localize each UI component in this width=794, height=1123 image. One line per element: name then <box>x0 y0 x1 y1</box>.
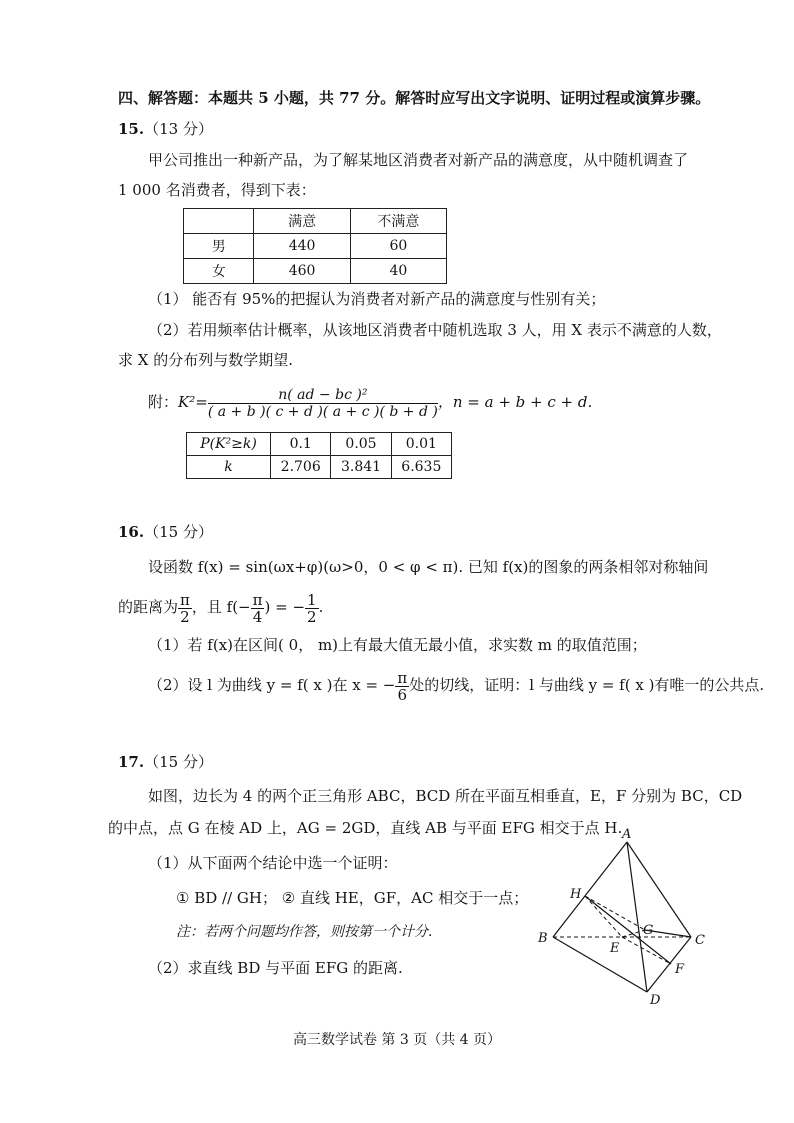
q17-note: 注：若两个问题均作答，则按第一个计分. <box>176 924 433 940</box>
frac-num: 1 <box>307 590 317 609</box>
line-hf <box>585 896 671 964</box>
k2-symbol: K²= <box>178 393 208 411</box>
line-ef <box>622 937 671 964</box>
q17-line2: 的中点，点 G 在棱 AD 上，AG = 2GD，直线 AB 与平面 EFG 相交于点 H. <box>108 819 623 837</box>
q16-line2-text: ) = − <box>264 598 306 616</box>
table-cell: 460 <box>254 259 350 284</box>
frac-den: 4 <box>252 607 263 626</box>
q16-line2-text: . <box>318 598 324 616</box>
k2-fraction <box>208 387 438 420</box>
fraction-pi-over-4 <box>251 592 265 625</box>
label-f: F <box>675 962 685 977</box>
q15-part2-line1: （2）若用频率估计概率，从该地区消费者中随机选取 3 人，用 X 表示不满意的人数， <box>148 321 722 339</box>
label-a: A <box>622 827 632 842</box>
q17-tetrahedron-figure <box>530 822 720 1012</box>
frac-den: 2 <box>307 607 317 626</box>
q16-line1: 设函数 f(x) = sin(ωx+φ)(ω>0，0 < φ < π). 已知 f(x)的图象的两条相邻对称轴间 <box>148 558 709 576</box>
q15-intro-line1: 甲公司推出一种新产品，为了解某地区消费者对新产品的满意度，从中随机调查了 <box>148 151 689 169</box>
edge-ac <box>627 842 691 937</box>
q17-header <box>118 752 213 772</box>
table-cell: 0.1 <box>271 433 331 456</box>
q16-points: （15 分） <box>144 523 213 541</box>
q16-part2-text: （2）设 l 为曲线 y = f( x )在 x = − <box>148 676 396 694</box>
q15-part1: （1） 能否有 95%的把握认为消费者对新产品的满意度与性别有关； <box>148 290 606 308</box>
q15-survey-table <box>183 208 447 284</box>
frac-num: π <box>180 590 190 609</box>
table-cell: 2.706 <box>271 456 331 479</box>
q17-part2: （2）求直线 BD 与平面 EFG 的距离. <box>148 959 403 977</box>
label-c: C <box>695 933 705 948</box>
q16-part2-text: 处的切线，证明：l 与曲线 y = f( x )有唯一的公共点. <box>409 676 765 694</box>
edge-bd <box>553 937 647 992</box>
frac-den: 6 <box>397 685 408 704</box>
appendix-label: 附： <box>148 393 179 411</box>
q15-appendix-formula <box>148 384 592 420</box>
q17-part1: （1）从下面两个结论中选一个证明： <box>148 854 398 872</box>
table-cell: 6.635 <box>391 456 451 479</box>
q15-header <box>118 119 213 139</box>
q15-points: （13 分） <box>144 120 213 138</box>
q17-points: （15 分） <box>144 753 213 771</box>
q16-line2-text: 的距离为 <box>118 598 179 616</box>
q16-number: 16. <box>118 523 145 541</box>
label-g: G <box>643 923 654 938</box>
q17-number: 17. <box>118 753 145 771</box>
table-cell: 女 <box>184 259 254 284</box>
table-header-cell: 满意 <box>254 209 350 234</box>
table-cell: 40 <box>350 259 446 284</box>
fraction-one-half <box>305 592 319 625</box>
q15-part2-line2: 求 X 的分布列与数学期望. <box>118 351 293 369</box>
table-cell: 440 <box>254 234 350 259</box>
label-e: E <box>610 941 620 956</box>
q16-part1: （1）若 f(x)在区间( 0， m)上有最大值无最小值，求实数 m 的取值范围； <box>148 636 647 654</box>
table-cell: 0.05 <box>331 433 391 456</box>
edge-ab <box>553 842 627 937</box>
table-header-cell: 不满意 <box>350 209 446 234</box>
section-heading: 四、解答题：本题共 5 小题，共 77 分。解答时应写出文字说明、证明过程或演算步骤。 <box>118 89 711 107</box>
edge-cd <box>647 937 691 992</box>
q17-options: ① BD // GH； ② 直线 HE，GF，AC 相交于一点； <box>176 889 529 907</box>
q15-number: 15. <box>118 120 145 138</box>
table-cell: 0.01 <box>391 433 451 456</box>
line-eg <box>622 930 645 937</box>
q16-part2 <box>148 668 764 703</box>
edge-ad <box>627 842 647 992</box>
k2-numerator: n( ad − bc )² <box>208 387 438 404</box>
table-cell: 3.841 <box>331 456 391 479</box>
table-cell: k <box>187 456 271 479</box>
k2-denominator: ( a + b )( c + d )( a + c )( b + d ) <box>207 403 438 420</box>
q16-line2 <box>118 590 323 625</box>
q17-line1: 如图，边长为 4 的两个正三角形 ABC，BCD 所在平面互相垂直，E，F 分别为 BC，CD <box>148 787 743 805</box>
q15-intro-line2: 1 000 名消费者，得到下表： <box>118 181 316 199</box>
page-footer: 高三数学试卷 第 3 页（共 4 页） <box>292 1032 502 1048</box>
label-b: B <box>538 931 548 946</box>
label-d: D <box>650 993 661 1008</box>
q16-line2-text: ，且 f(− <box>191 598 251 616</box>
fraction-pi-over-2 <box>178 592 192 625</box>
q15-critical-table <box>186 432 452 479</box>
fraction-pi-over-6 <box>395 670 409 703</box>
label-h: H <box>570 887 582 902</box>
line-he <box>585 896 622 937</box>
frac-den: 2 <box>180 607 190 626</box>
table-header-cell <box>184 209 254 234</box>
table-cell: 男 <box>184 234 254 259</box>
frac-num: π <box>397 668 408 687</box>
table-cell: P(K²≥k) <box>187 433 271 456</box>
frac-num: π <box>252 590 263 609</box>
table-cell: 60 <box>350 234 446 259</box>
n-definition: ，n = a + b + c + d. <box>437 393 593 411</box>
q16-header <box>118 522 213 542</box>
